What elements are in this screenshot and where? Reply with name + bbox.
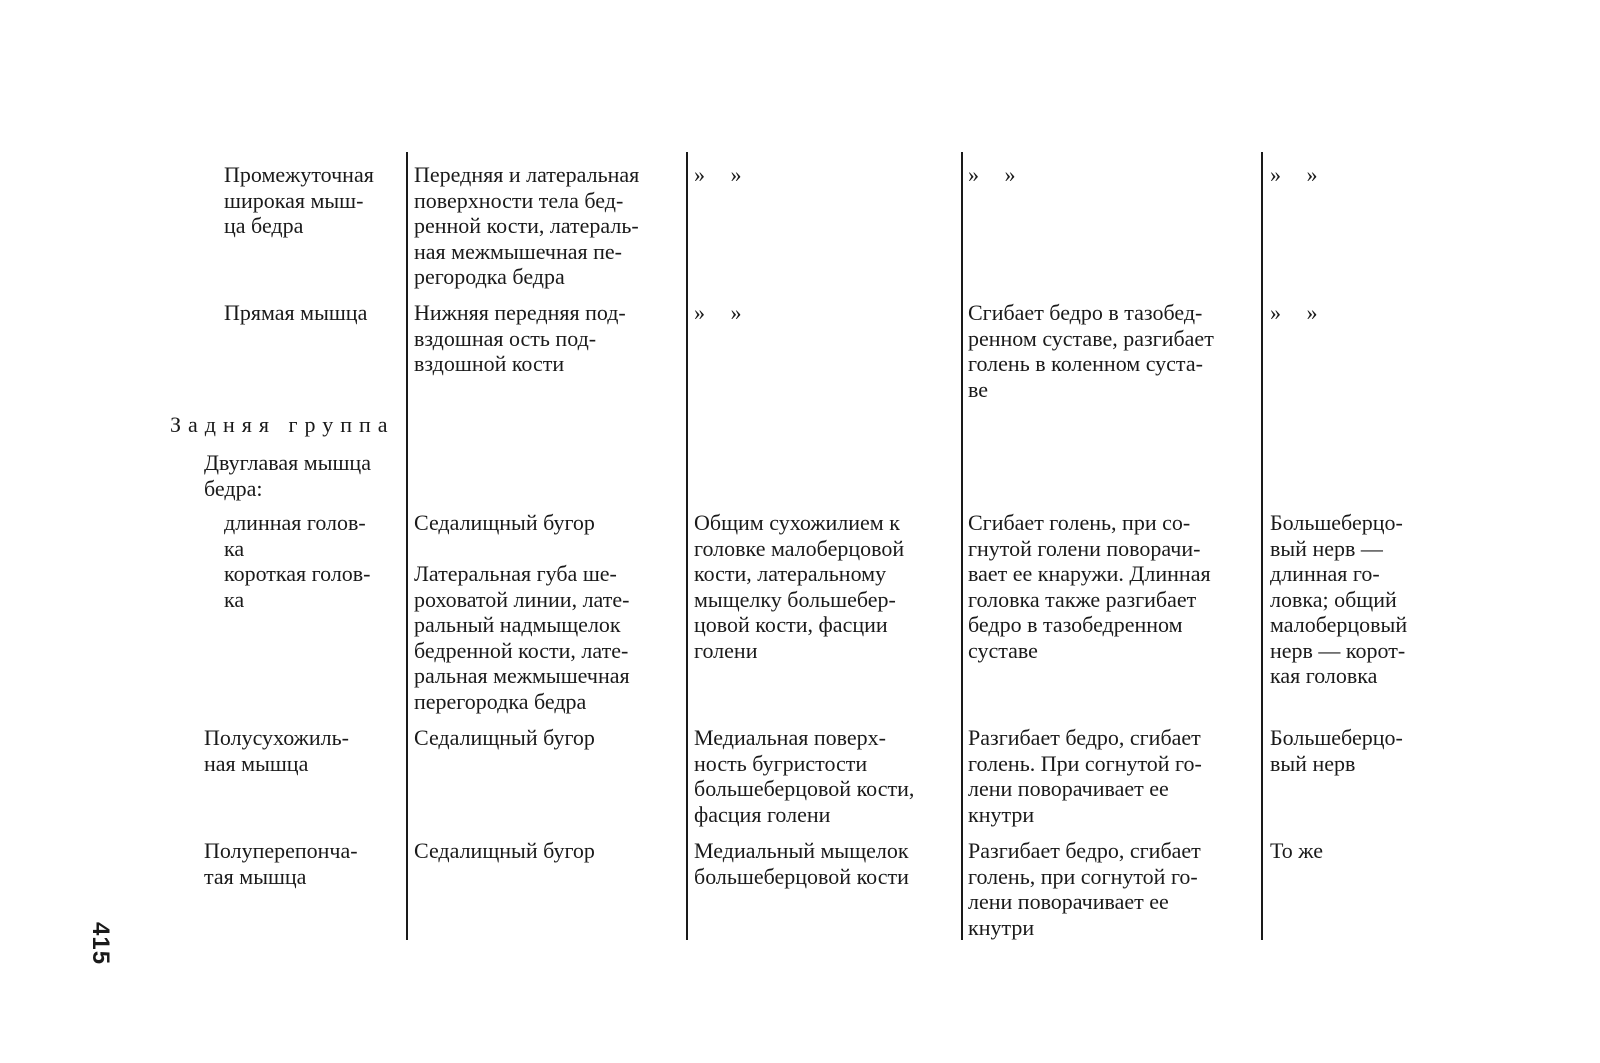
muscle-insertion: Общим сухожилием к головке малоберцовой кости, латеральному мыщелку большебер- цовой кости, фасции голени [694, 510, 905, 663]
column-divider-4 [1261, 152, 1263, 940]
muscle-function: Разгибает бедро, сгибает голень, при согнутой го- лени поворачивает ее кнутри [968, 838, 1201, 940]
muscle-function: Разгибает бедро, сгибает голень. При согнутой го- лени поворачивает ее кнутри [968, 725, 1202, 827]
short-head-origin: Латеральная губа ше- роховатой линии, лате- ральный надмыщелок бедренной кости, лате- ральная межмышечная перегородка бедра [414, 561, 630, 714]
long-head-name: длинная голов- ка [224, 510, 366, 561]
muscle-name: Полусухожиль- ная мышца [204, 725, 349, 776]
muscle-origin: Нижняя передняя под- вздошная ость под- вздошной кости [414, 300, 626, 376]
column-divider-1 [406, 152, 408, 940]
muscle-name: Прямая мышца [224, 300, 368, 325]
muscle-innervation: » » [1270, 162, 1318, 187]
muscle-origin: Передняя и латеральная поверхности тела бед- ренной кости, латераль- ная межмышечная пе- регородка бедра [414, 162, 640, 289]
short-head-name: короткая голов- ка [224, 561, 371, 612]
muscle-innervation: Большеберцо- вый нерв [1270, 725, 1403, 776]
muscle-function: Сгибает бедро в тазобед- ренном суставе, разгибает голень в коленном суста- ве [968, 300, 1214, 402]
muscle-name: Полуперепонча- тая мышца [204, 838, 358, 889]
muscle-name: Промежуточная широкая мыш- ца бедра [224, 162, 374, 238]
muscle-insertion: » » [694, 162, 742, 187]
muscle-insertion: Медиальный мыщелок большеберцовой кости [694, 838, 909, 889]
muscle-innervation: Большеберцо- вый нерв — длинная го- ловка; общий малоберцовый нерв — корот- кая головка [1270, 510, 1408, 688]
muscle-name: Двуглавая мышца бедра: [204, 450, 371, 501]
muscle-function: Сгибает голень, при со- гнутой голени поворачи- вает ее кнаружи. Длинная головка также разгибает бедро в тазобедренном суставе [968, 510, 1211, 663]
group-title: Задняя группа [170, 412, 395, 437]
muscle-origin: Седалищный бугор [414, 725, 595, 750]
column-divider-3 [961, 152, 963, 940]
muscle-innervation: То же [1270, 838, 1323, 863]
muscle-insertion: Медиальная поверх- ность бугристости большеберцовой кости, фасция голени [694, 725, 915, 827]
page-number: 415 [87, 922, 114, 966]
muscle-function: » » [968, 162, 1016, 187]
column-divider-2 [686, 152, 688, 940]
muscle-innervation: » » [1270, 300, 1318, 325]
muscle-insertion: » » [694, 300, 742, 325]
long-head-origin: Седалищный бугор [414, 510, 595, 535]
muscle-origin: Седалищный бугор [414, 838, 595, 863]
